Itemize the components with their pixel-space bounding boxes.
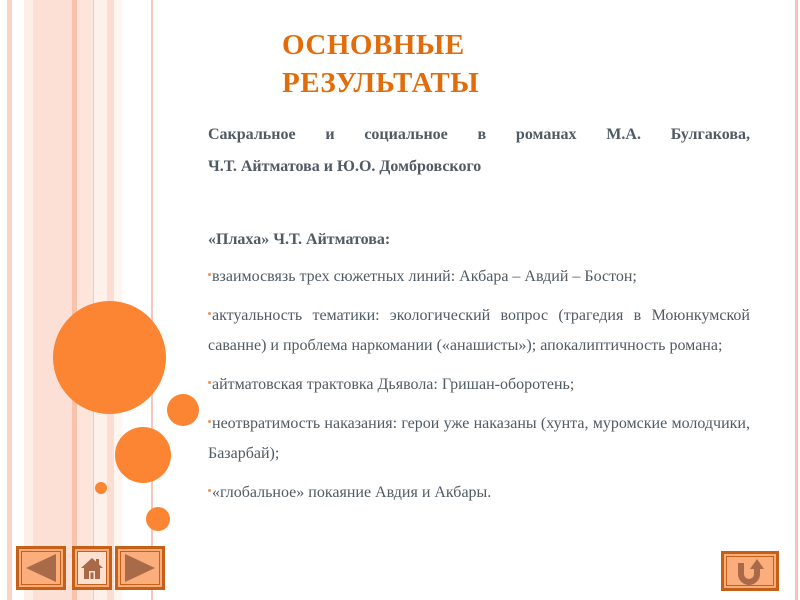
list-item	[208, 478, 750, 508]
list-item	[208, 370, 750, 400]
previous-slide-button[interactable]	[16, 546, 66, 590]
decorative-stripe	[114, 0, 122, 600]
list-item-text: «глобальное» покаяние Авдия и Акбары.	[212, 484, 492, 501]
slide-subtitle	[208, 119, 750, 183]
slide-title	[282, 26, 479, 102]
next-slide-button[interactable]	[115, 546, 165, 590]
list-item-text: актуальность тематики: экологический вопрос (трагедия в Моюнкумской саванне) и проблема наркомании («анашисты»); апокалиптичность романа;	[208, 307, 750, 354]
list-item-text: айтматовская трактовка Дьявола: Гришан-оборотень;	[212, 376, 575, 393]
decorative-circle-small	[167, 394, 199, 426]
decorative-circle-tiny	[95, 482, 107, 494]
house-icon	[79, 555, 105, 581]
u-turn-arrow-icon	[735, 557, 765, 585]
bullet-icon	[208, 420, 211, 423]
subtitle-line-2: Ч.Т. Айтматова и Ю.О. Домбровского	[208, 158, 482, 175]
bullet-list	[208, 262, 750, 508]
title-line-2: РЕЗУЛЬТАТЫ	[282, 67, 480, 99]
bullet-icon	[208, 489, 211, 492]
bullet-icon	[208, 273, 211, 276]
decorative-circle-small	[146, 507, 170, 531]
decorative-stripe	[24, 0, 33, 600]
title-line-1: ОСНОВНЫЕ	[282, 29, 465, 61]
list-item	[208, 409, 750, 469]
decorative-stripe	[77, 0, 93, 600]
decorative-stripe	[33, 0, 72, 600]
slide-content	[208, 119, 750, 517]
decorative-stripe-right	[795, 0, 798, 600]
decorative-stripe	[107, 0, 114, 600]
list-item	[208, 301, 750, 361]
return-button[interactable]	[721, 551, 779, 591]
decorative-stripe	[7, 0, 12, 600]
decorative-circle-large	[53, 301, 166, 414]
bullet-icon	[208, 312, 211, 315]
home-button[interactable]	[72, 546, 112, 590]
decorative-stripe	[94, 0, 107, 600]
section-heading: «Плаха» Ч.Т. Айтматова:	[208, 231, 391, 248]
bullet-icon	[208, 381, 211, 384]
triangle-left-icon	[26, 554, 56, 582]
list-item-text: взаимосвязь трех сюжетных линий: Акбара – Авдий – Бостон;	[212, 268, 637, 285]
subtitle-line-1: Сакральное и социальное в романах М.А. Булгакова,	[208, 126, 750, 143]
list-item-text: неотвратимость наказания: герои уже наказаны (хунта, муромские молодчики, Базарбай);	[208, 415, 750, 462]
triangle-right-icon	[125, 554, 155, 582]
decorative-circle-medium	[115, 427, 171, 483]
list-item	[208, 262, 750, 292]
